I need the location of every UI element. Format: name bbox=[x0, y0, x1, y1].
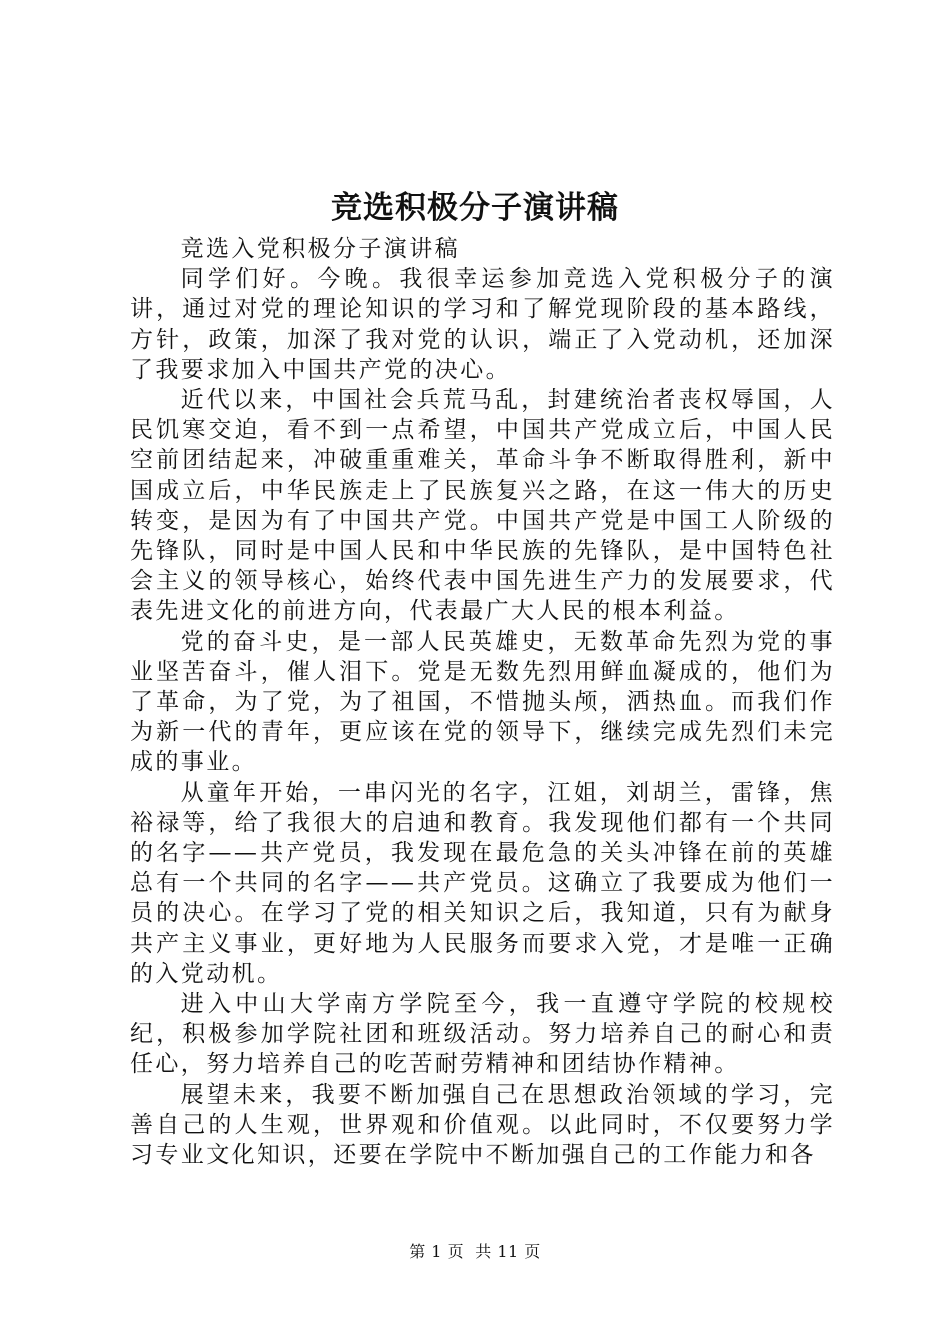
document-body bbox=[130, 234, 835, 1170]
paragraph-heroes: 从童年开始，一串闪光的名字，江姐，刘胡兰，雷锋，焦裕禄等，给了我很大的启迪和教育。我发现他们都有一个共同的名字——共产党员，我发现在最危急的关头冲锋在前的英雄总有一个共同的名字——共产党员。这确立了我要成为他们一员的决心。在学习了党的相关知识之后，我知道，只有为献身共产主义事业，更好地为人民服务而要求入党，才是唯一正确的入党动机。 bbox=[130, 779, 835, 987]
paragraph-history: 近代以来，中国社会兵荒马乱，封建统治者丧权辱国，人民饥寒交迫，看不到一点希望，中国共产党成立后，中国人民空前团结起来，冲破重重难关，革命斗争不断取得胜利，新中国成立后，中华民族走上了民族复兴之路，在这一伟大的历史转变，是因为有了中国共产党。中国共产党是中国工人阶级的先锋队，同时是中国人民和中华民族的先锋队，是中国特色社会主义的领导核心，始终代表中国先进生产力的发展要求，代表先进文化的前进方向，代表最广大人民的根本利益。 bbox=[130, 387, 835, 625]
paragraph-greeting: 同学们好。今晚。我很幸运参加竞选入党积极分子的演讲，通过对党的理论知识的学习和了解党现阶段的基本路线，方针，政策，加深了我对党的认识，端正了入党动机，还加深了我要求加入中国共产党的决心。 bbox=[130, 266, 835, 383]
page-number-label: 第 1 页 共 11 页 bbox=[409, 1242, 541, 1261]
page-footer bbox=[0, 1241, 950, 1263]
document-title: 竞选积极分子演讲稿 bbox=[331, 190, 619, 226]
paragraph-future: 展望未来，我要不断加强自己在思想政治领域的学习，完善自己的人生观，世界观和价值观。以此同时，不仅要努力学习专业文化知识，还要在学院中不断加强自己的工作能力和各 bbox=[130, 1081, 835, 1169]
paragraph-subtitle: 竞选入党积极分子演讲稿 bbox=[180, 236, 460, 262]
paragraph-college: 进入中山大学南方学院至今，我一直遵守学院的校规校纪，积极参加学院社团和班级活动。努力培养自己的耐心和责任心，努力培养自己的吃苦耐劳精神和团结协作精神。 bbox=[130, 991, 835, 1078]
paragraph-struggle: 党的奋斗史，是一部人民英雄史，无数革命先烈为党的事业坚苦奋斗，催人泪下。党是无数先烈用鲜血凝成的，他们为了革命，为了党，为了祖国，不惜抛头颅，洒热血。而我们作为新一代的青年，更应该在党的领导下，继续完成先烈们未完成的事业。 bbox=[130, 628, 835, 776]
